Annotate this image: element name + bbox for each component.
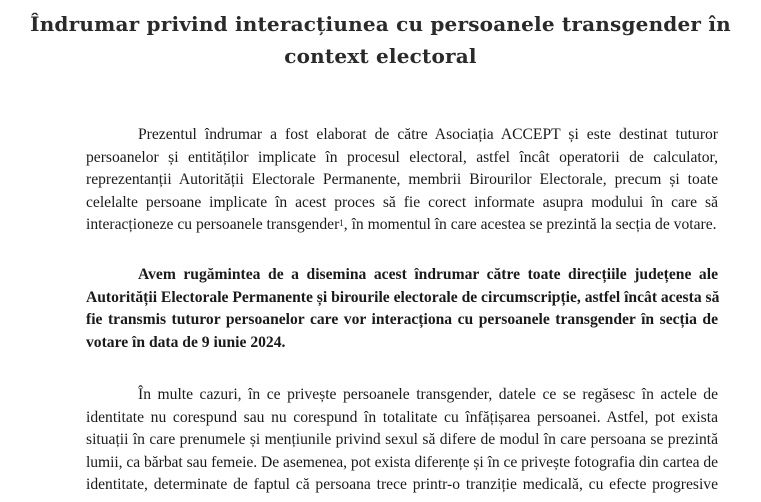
paragraph-line	[86, 214, 718, 237]
paragraph-line: situații în care prenumele și mențiunile privind sexul să difere de modul în care persoana se prezintă	[86, 431, 718, 448]
paragraph-line: lumii, ca bărbat sau femeie. De asemenea, pot exista diferențe și în ce privește fotografia din cartea de	[86, 453, 718, 471]
document-title-line-2: context electoral	[284, 44, 477, 68]
paragraph-line: persoanelor și entităților implicate în procesul electoral, astfel încât operatorii de calculator,	[86, 148, 718, 166]
paragraph-line: Autorității Electorale Permanente și birourile electorale de circumscripție, astfel încât acesta să	[86, 288, 720, 306]
paragraph-line: votare în data de 9 iunie 2024.	[86, 333, 286, 351]
paragraph-context	[86, 384, 718, 497]
paragraph-line: celelalte persoane implicate în acest proces să fie corect informate asupra modului în care să	[86, 193, 718, 211]
paragraph-line: Prezentul îndrumar a fost elaborat de către Asociația ACCEPT și este destinat tuturor	[138, 126, 718, 143]
paragraph-line: În multe cazuri, în ce privește persoanele transgender, datele ce se regăsesc în actele de	[138, 386, 718, 403]
document-title-line-1: Îndrumar privind interacțiunea cu persoanele transgender în	[30, 12, 731, 36]
paragraph-line: Avem rugămintea de a disemina acest îndrumar către toate direcțiile județene ale	[138, 266, 718, 283]
paragraph-line: reprezentanții Autorității Electorale Permanente, membrii Birourilor Electorale, precum și toate	[86, 171, 718, 188]
paragraph-line-text: interacționeze cu persoanele transgender	[86, 216, 340, 233]
paragraph-line: fie transmis tuturor persoanelor care vor interacționa cu persoanele transgender în secția de	[86, 311, 718, 328]
paragraph-line: identitate nu corespund sau nu corespund în totalitate cu înfățișarea persoanei. Astfel, pot exista	[86, 408, 718, 426]
paragraph-line: identitate, determinate de faptul că persoana trece printr-o tranziție medicală, cu efecte progresive	[86, 476, 718, 493]
footnote-marker[interactable]: 1	[339, 218, 344, 228]
paragraph-request	[86, 264, 718, 354]
paragraph-line-text: , în momentul în care acestea se prezintă la secția de votare.	[343, 216, 717, 233]
paragraph-intro	[86, 124, 718, 237]
